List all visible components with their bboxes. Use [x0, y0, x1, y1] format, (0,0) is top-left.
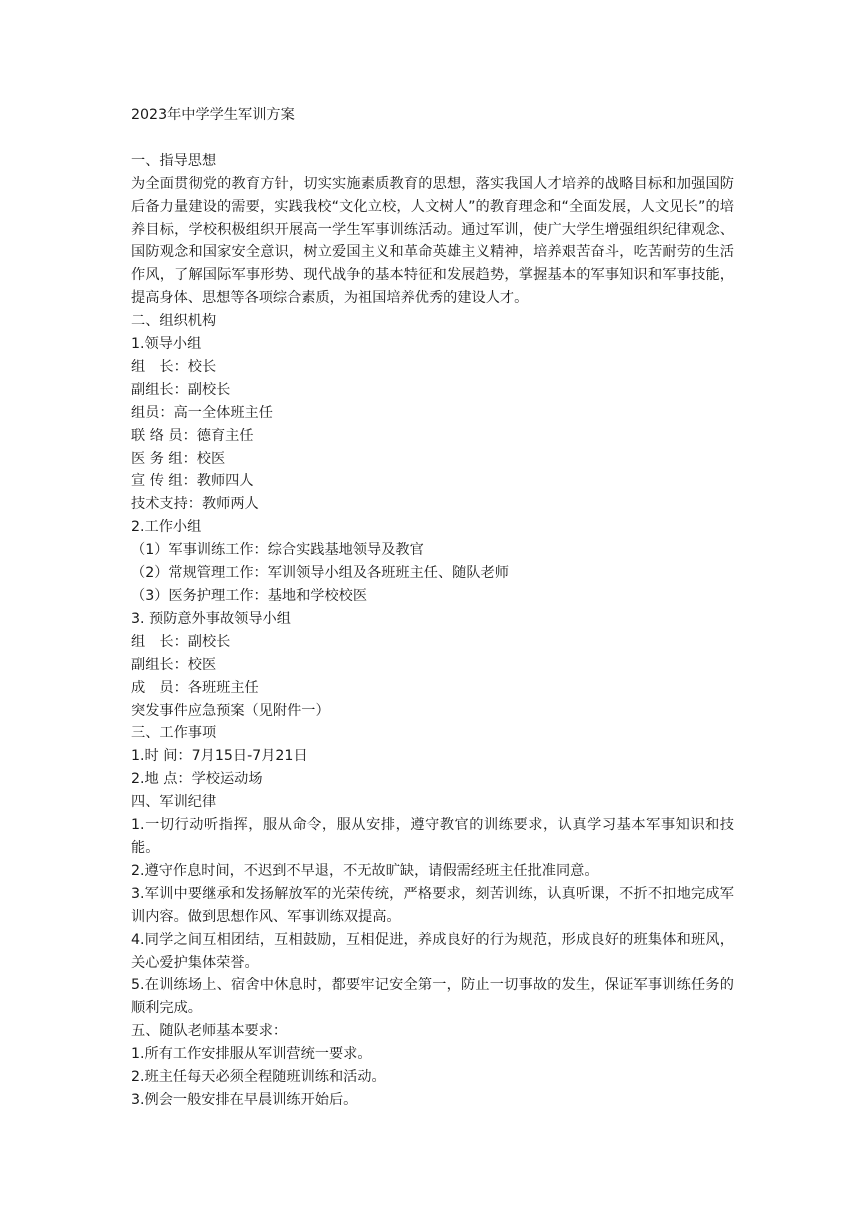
section-heading: 三、工作事项 — [131, 725, 217, 742]
text-line: 1.所有工作安排服从军训营统一要求。 — [131, 1046, 372, 1063]
subsection-heading: 2.工作小组 — [131, 519, 202, 536]
paragraph: 为全面贯彻党的教育方针，切实实施素质教育的思想，落实我国人才培养的战略目标和加强国防后备力量建设的需要，实践我校“文化立校，人文树人”的教育理念和“全面发展，人文见长”的培养目标，学校积极组织开展高一学生军事训练活动。通过军训，使广大学生增强组织纪律观念、国防观念和国家安全意识，树立爱国主义和革命英雄主义精神，培养艰苦奋斗，吃苦耐劳的生活作风，了解国际军事形势、现代战争的基本特征和发展趋势，掌握基本的军事知识和军事技能，提高身体、思想等各项综合素质，为祖国培养优秀的建设人才。 — [131, 175, 734, 307]
text-line: 组员：高一全体班主任 — [131, 404, 273, 421]
text-line: 技术支持：教师两人 — [131, 496, 259, 513]
text-line: 组 长：副校长 — [131, 633, 231, 650]
text-line: 2.班主任每天必须全程随班训练和活动。 — [131, 1069, 386, 1086]
paragraph: 1.一切行动听指挥，服从命令，服从安排，遵守教官的训练要求，认真学习基本军事知识和技能。 — [131, 817, 734, 856]
section-heading: 一、指导思想 — [131, 152, 217, 169]
text-line: 副组长：副校长 — [131, 381, 231, 398]
section-heading: 四、军训纪律 — [131, 794, 217, 811]
text-line: 组 长：校长 — [131, 358, 217, 375]
document-title: 2023年中学学生军训方案 — [131, 107, 295, 123]
text-line: （3）医务护理工作：基地和学校校医 — [131, 588, 368, 605]
paragraph: 3.军训中要继承和发扬解放军的光荣传统，严格要求，刻苦训练，认真听课，不折不扣地完成军训内容。做到思想作风、军事训练双提高。 — [131, 885, 734, 925]
paragraph: 2.遵守作息时间，不迟到不早退，不无故旷缺，请假需经班主任批准同意。 — [131, 862, 599, 879]
paragraph: 4.同学之间互相团结，互相鼓励，互相促进，养成良好的行为规范，形成良好的班集体和班风，关心爱护集体荣誉。 — [131, 931, 734, 971]
text-line: （1）军事训练工作：综合实践基地领导及教官 — [131, 542, 424, 559]
subsection-heading: 3. 预防意外事故领导小组 — [131, 610, 291, 627]
text-line: 突发事件应急预案（见附件一） — [131, 702, 330, 719]
subsection-heading: 1.领导小组 — [131, 336, 202, 353]
text-line: 宣 传 组：教师四人 — [131, 473, 254, 490]
text-line: （2）常规管理工作：军训领导小组及各班班主任、随队老师 — [131, 565, 509, 582]
text-line: 联 络 员：德育主任 — [131, 427, 254, 444]
text-line: 3.例会一般安排在早晨训练开始后。 — [131, 1091, 358, 1108]
text-line: 成 员：各班班主任 — [131, 679, 259, 696]
section-heading: 五、随队老师基本要求： — [131, 1023, 288, 1040]
section-heading: 二、组织机构 — [131, 313, 217, 330]
text-line: 副组长：校医 — [131, 656, 217, 673]
paragraph: 5.在训练场上、宿舍中休息时，都要牢记安全第一，防止一切事故的发生，保证军事训练任务的顺利完成。 — [131, 977, 734, 1017]
text-line: 2.地 点：学校运动场 — [131, 771, 263, 788]
text-line: 1.时 间：7月15日-7月21日 — [131, 748, 308, 765]
text-line: 医 务 组：校医 — [131, 450, 226, 467]
